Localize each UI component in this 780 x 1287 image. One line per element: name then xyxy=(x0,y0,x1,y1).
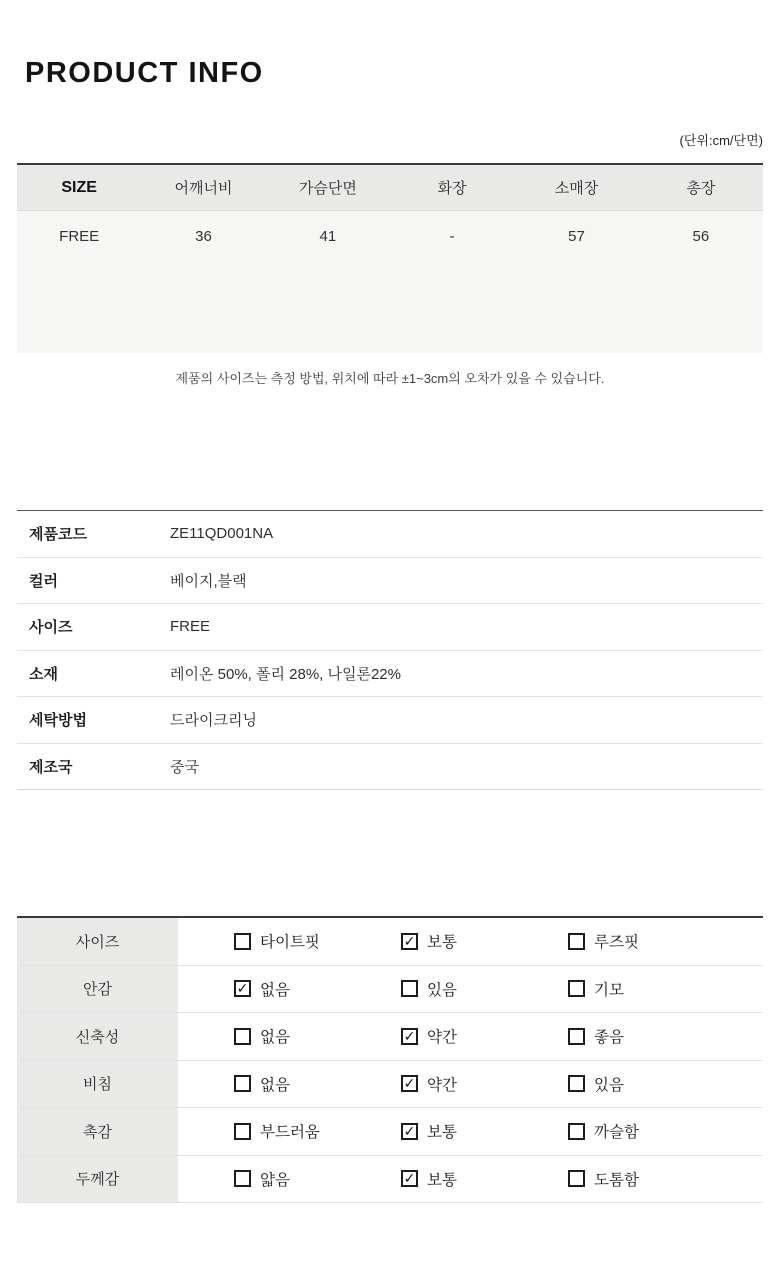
attr-label: 사이즈 xyxy=(17,918,178,965)
checkbox-icon[interactable] xyxy=(401,933,418,950)
attr-row xyxy=(17,966,763,1014)
spec-row xyxy=(17,558,763,605)
attr-row xyxy=(17,1108,763,1156)
checkbox-icon[interactable] xyxy=(234,1028,251,1045)
spec-label: 세탁방법 xyxy=(29,712,87,730)
size-table-header-cell: 어깨너비 xyxy=(174,180,233,197)
size-table-cell: 41 xyxy=(319,227,337,245)
checkbox-icon[interactable] xyxy=(568,1028,585,1045)
attr-option-label: 타이트핏 xyxy=(260,934,320,952)
spec-row xyxy=(17,604,763,651)
attr-label: 두께감 xyxy=(17,1156,178,1203)
attr-option-label: 좋음 xyxy=(594,1029,624,1047)
attr-option[interactable] xyxy=(568,978,735,1000)
attr-option-label: 약간 xyxy=(427,1029,457,1047)
attr-option-label: 얇음 xyxy=(260,1171,290,1189)
attr-option[interactable] xyxy=(234,978,401,1000)
spec-row xyxy=(17,511,763,558)
size-table-header xyxy=(17,165,763,211)
size-table-cell: FREE xyxy=(59,227,100,245)
size-table-header-cell: SIZE xyxy=(61,178,97,196)
size-table-cell: - xyxy=(449,227,455,245)
size-table xyxy=(17,163,763,353)
checkbox-icon[interactable] xyxy=(401,1123,418,1140)
size-tolerance-note: 제품의 사이즈는 측정 방법, 위치에 따라 ±1~3cm의 오차가 있을 수 있습니다. xyxy=(175,371,605,386)
checkbox-icon[interactable] xyxy=(234,980,251,997)
spec-label: 사이즈 xyxy=(29,619,73,637)
attr-options xyxy=(178,1061,763,1108)
attr-option[interactable] xyxy=(401,978,568,1000)
attr-option-label: 없음 xyxy=(260,1076,290,1094)
size-table-header-cell: 화장 xyxy=(437,180,467,197)
attr-options xyxy=(178,1013,763,1060)
attr-option[interactable] xyxy=(568,1073,735,1095)
size-table-body xyxy=(17,211,763,353)
attr-option[interactable] xyxy=(234,1120,401,1142)
check-mark-icon: ✓ xyxy=(403,1170,416,1187)
attr-row xyxy=(17,1013,763,1061)
attr-option-label: 있음 xyxy=(594,1076,624,1094)
check-mark-icon: ✓ xyxy=(403,1122,416,1139)
attr-option[interactable] xyxy=(568,1120,735,1142)
attr-option-label: 보통 xyxy=(427,1171,457,1189)
size-table-cell: 57 xyxy=(568,227,585,245)
checkbox-icon[interactable] xyxy=(401,1170,418,1187)
attr-label: 신축성 xyxy=(17,1013,178,1060)
attr-label: 안감 xyxy=(17,966,178,1013)
attr-options xyxy=(178,918,763,965)
spec-label: 컬러 xyxy=(29,572,58,590)
unit-note: (단위:cm/단면) xyxy=(679,133,763,148)
check-mark-icon: ✓ xyxy=(403,1075,416,1092)
attr-option[interactable] xyxy=(234,930,401,952)
checkbox-icon[interactable] xyxy=(234,1123,251,1140)
check-mark-icon: ✓ xyxy=(403,1027,416,1044)
attr-option[interactable] xyxy=(568,1168,735,1190)
spec-row xyxy=(17,744,763,791)
spec-row xyxy=(17,697,763,744)
check-mark-icon: ✓ xyxy=(403,932,416,949)
attr-option-label: 없음 xyxy=(260,1029,290,1047)
spec-row xyxy=(17,651,763,698)
attr-option[interactable] xyxy=(234,1168,401,1190)
attr-option-label: 약간 xyxy=(427,1076,457,1094)
spec-value: FREE xyxy=(170,618,211,636)
page-title: PRODUCT INFO xyxy=(25,57,264,89)
attr-option[interactable] xyxy=(401,930,568,952)
attr-option[interactable] xyxy=(568,1025,735,1047)
checkbox-icon[interactable] xyxy=(401,1075,418,1092)
attr-option[interactable] xyxy=(234,1073,401,1095)
spec-value: ZE11QD001NA xyxy=(170,525,274,543)
size-table-header-cell: 총장 xyxy=(686,180,716,197)
spec-value: 드라이크리닝 xyxy=(170,712,257,730)
checkbox-icon[interactable] xyxy=(568,1123,585,1140)
attr-option[interactable] xyxy=(568,930,735,952)
spec-value: 중국 xyxy=(170,758,199,776)
attr-option-label: 기모 xyxy=(594,981,624,999)
spec-label: 제품코드 xyxy=(29,526,87,544)
checkbox-icon[interactable] xyxy=(234,1170,251,1187)
attr-row xyxy=(17,1061,763,1109)
checkbox-icon[interactable] xyxy=(401,1028,418,1045)
attr-options xyxy=(178,966,763,1013)
attr-options xyxy=(178,1108,763,1155)
checkbox-icon[interactable] xyxy=(401,980,418,997)
attr-option[interactable] xyxy=(234,1025,401,1047)
attr-option-label: 보통 xyxy=(427,1124,457,1142)
checkbox-icon[interactable] xyxy=(568,1170,585,1187)
spec-label: 제조국 xyxy=(29,758,73,776)
attr-option[interactable] xyxy=(401,1120,568,1142)
attr-option-label: 보통 xyxy=(427,934,457,952)
attr-row xyxy=(17,1156,763,1204)
attr-label: 비침 xyxy=(17,1061,178,1108)
checkbox-icon[interactable] xyxy=(568,980,585,997)
size-table-row xyxy=(17,211,763,261)
checkbox-icon[interactable] xyxy=(568,933,585,950)
size-table-header-cell: 소매장 xyxy=(554,180,599,197)
spec-table xyxy=(17,510,763,790)
attr-option-label: 까슬함 xyxy=(594,1124,639,1142)
attr-label: 촉감 xyxy=(17,1108,178,1155)
checkbox-icon[interactable] xyxy=(234,933,251,950)
attr-row xyxy=(17,918,763,966)
attr-option[interactable] xyxy=(401,1073,568,1095)
spec-value: 레이온 50%, 폴리 28%, 나일론22% xyxy=(170,665,401,683)
spec-value: 베이지,블랙 xyxy=(170,572,247,590)
attr-option-label: 도톰함 xyxy=(594,1171,639,1189)
attr-option-label: 루즈핏 xyxy=(594,934,639,952)
attr-option-label: 있음 xyxy=(427,981,457,999)
size-table-cell: 36 xyxy=(195,227,212,245)
attr-options xyxy=(178,1156,763,1203)
size-table-cell: 56 xyxy=(692,227,710,245)
size-table-header-cell: 가슴단면 xyxy=(298,180,357,197)
attr-option-label: 없음 xyxy=(260,981,290,999)
attr-option-label: 부드러움 xyxy=(260,1124,320,1142)
attribute-table xyxy=(17,916,763,1203)
check-mark-icon: ✓ xyxy=(236,980,249,997)
attr-option[interactable] xyxy=(401,1025,568,1047)
checkbox-icon[interactable] xyxy=(568,1075,585,1092)
checkbox-icon[interactable] xyxy=(234,1075,251,1092)
attr-option[interactable] xyxy=(401,1168,568,1190)
spec-label: 소재 xyxy=(29,665,58,683)
